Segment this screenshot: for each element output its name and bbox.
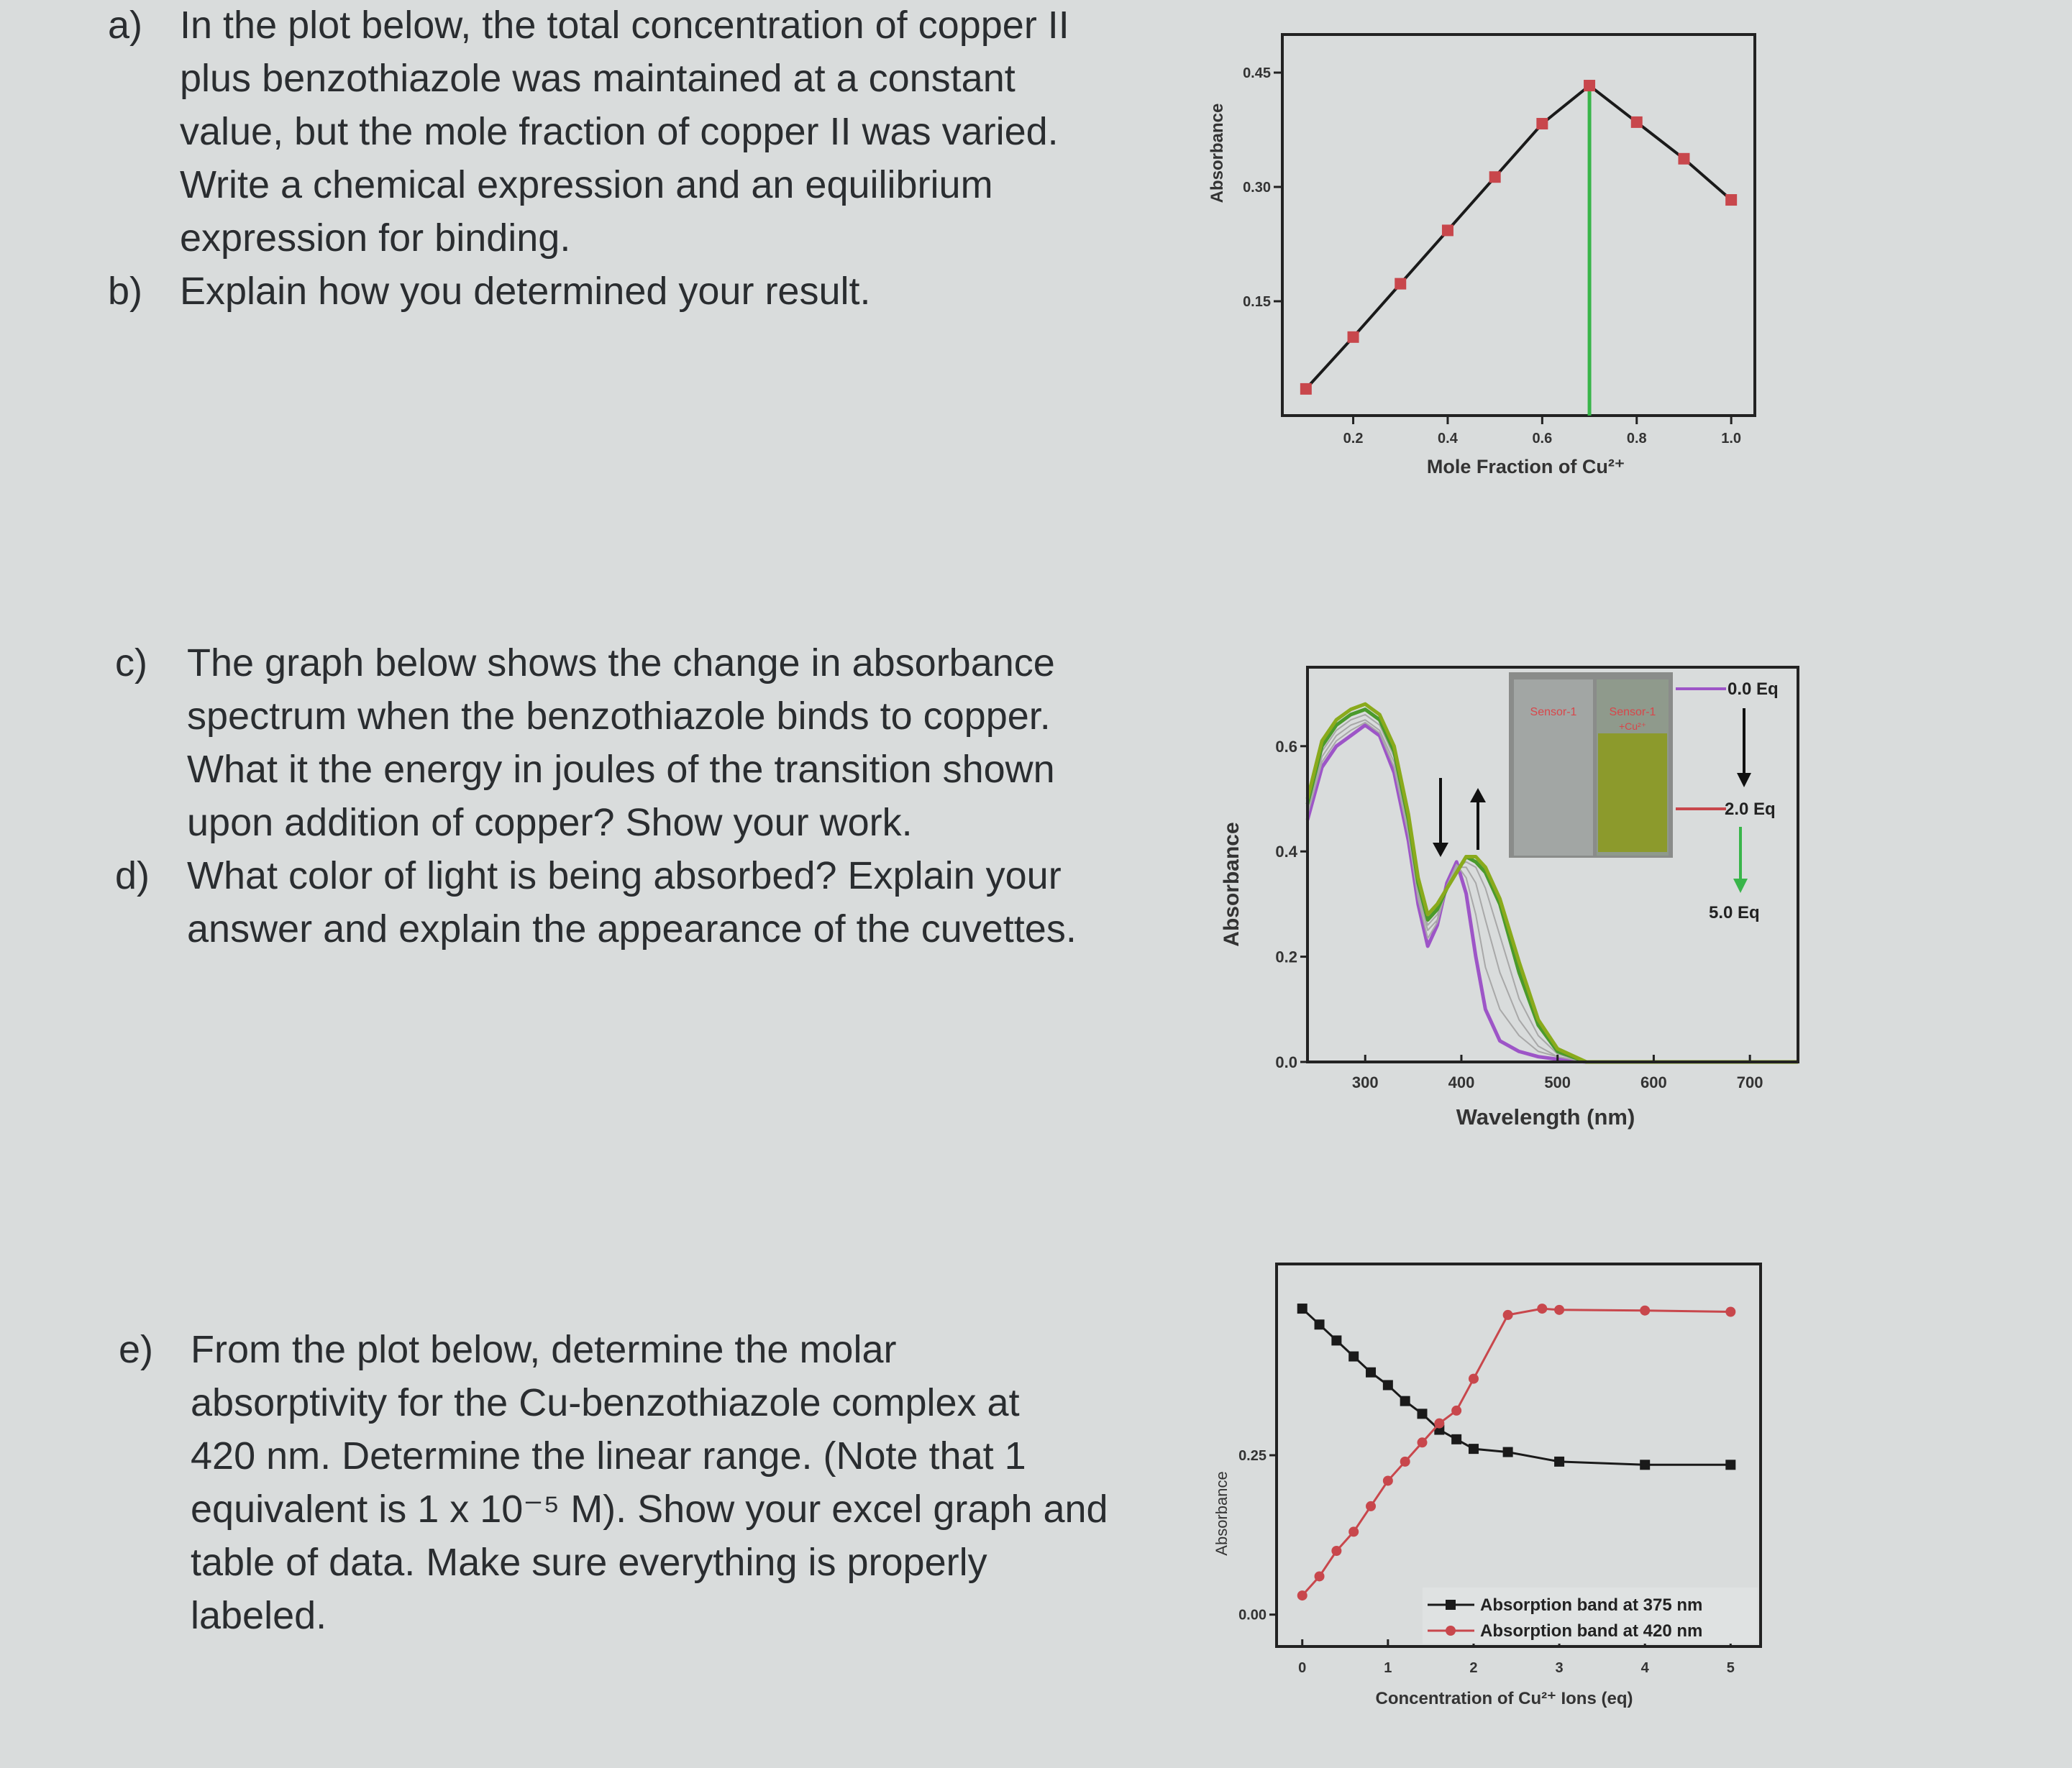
- titration-data-point-420: [1400, 1457, 1410, 1467]
- cuvette-label: Sensor-1: [1530, 706, 1577, 718]
- titration-x-tick-label: 1: [1384, 1660, 1392, 1676]
- question-c-line: spectrum when the benzothiazole binds to copper.: [187, 695, 1051, 738]
- titration-y-tick-label: 0.00: [1238, 1607, 1267, 1623]
- titration-data-point-420: [1331, 1546, 1341, 1556]
- cuvette-label: +Cu²⁺: [1618, 720, 1647, 732]
- job-plot-data-point: [1631, 116, 1643, 128]
- titration-y-tick-label: 0.25: [1238, 1448, 1267, 1464]
- titration-data-point-420: [1469, 1374, 1479, 1384]
- legend-label-5eq: 5.0 Eq: [1709, 903, 1760, 922]
- titration-x-tick-label: 2: [1469, 1660, 1478, 1676]
- titration-data-point-375: [1554, 1457, 1564, 1467]
- titration-data-point-420: [1315, 1571, 1325, 1581]
- titration-data-point-375: [1400, 1396, 1410, 1406]
- titration-data-point-375: [1315, 1319, 1325, 1329]
- titration-x-tick-label: 4: [1640, 1660, 1649, 1676]
- spectra-y-axis-label: Absorbance: [1220, 822, 1243, 947]
- spectra-y-tick-label: 0.0: [1275, 1053, 1297, 1071]
- job-plot-data-point: [1442, 224, 1453, 236]
- titration-data-point-420: [1725, 1307, 1735, 1317]
- legend-label-420: Absorption band at 420 nm: [1480, 1621, 1703, 1641]
- job-plot-y-tick-label: 0.45: [1243, 65, 1271, 81]
- titration-data-point-420: [1366, 1501, 1376, 1511]
- question-a-line: expression for binding.: [180, 216, 571, 260]
- titration-data-point-375: [1297, 1304, 1307, 1314]
- question-c-letter: c): [115, 641, 147, 684]
- question-d-line: answer and explain the appearance of the cuvettes.: [187, 907, 1077, 951]
- titration-data-point-375: [1417, 1409, 1427, 1419]
- titration-data-point-420: [1297, 1590, 1307, 1600]
- titration-y-axis-label: Absorbance: [1213, 1471, 1231, 1556]
- legend-arrow-head: [1737, 773, 1751, 787]
- legend-label-0eq: 0.0 Eq: [1728, 679, 1779, 699]
- cuvette-sensor-cu-liquid: [1598, 733, 1667, 852]
- spectra-y-tick-label: 0.6: [1275, 737, 1297, 756]
- job-plot-y-axis-label: Absorbance: [1208, 103, 1227, 203]
- job-plot-x-tick-label: 0.8: [1626, 431, 1647, 446]
- job-plot-x-tick-label: 0.6: [1532, 431, 1553, 446]
- legend-marker-420: [1446, 1626, 1456, 1636]
- job-plot-x-axis-label: Mole Fraction of Cu²⁺: [1426, 456, 1625, 477]
- job-plot-data-point: [1584, 80, 1595, 91]
- job-plot-x-tick-label: 0.2: [1343, 431, 1364, 446]
- titration-data-point-420: [1434, 1419, 1444, 1429]
- question-b-line: Explain how you determined your result.: [180, 270, 871, 313]
- question-c-line: upon addition of copper? Show your work.: [187, 801, 913, 844]
- titration-data-point-420: [1503, 1310, 1513, 1320]
- legend-label-375: Absorption band at 375 nm: [1480, 1595, 1703, 1615]
- job-plot-data-point: [1725, 194, 1737, 206]
- titration-series-line: [1302, 1309, 1731, 1465]
- titration-x-tick-label: 0: [1298, 1660, 1307, 1676]
- titration-data-point-375: [1469, 1444, 1479, 1454]
- titration-data-point-420: [1554, 1305, 1564, 1315]
- question-b-letter: b): [108, 270, 143, 313]
- titration-x-tick-label: 3: [1555, 1660, 1564, 1676]
- question-e-letter: e): [119, 1328, 154, 1371]
- up-arrow-head: [1470, 788, 1486, 802]
- job-plot-data-point: [1678, 153, 1689, 165]
- question-a-letter: a): [108, 4, 143, 47]
- spectra-x-tick-label: 700: [1736, 1073, 1763, 1091]
- question-e-line: From the plot below, determine the molar: [191, 1328, 897, 1371]
- titration-data-point-375: [1331, 1335, 1341, 1345]
- titration-data-point-420: [1348, 1526, 1359, 1536]
- titration-data-point-375: [1503, 1447, 1513, 1457]
- job-plot-data-point: [1395, 278, 1406, 290]
- legend-label-2eq: 2.0 Eq: [1725, 800, 1776, 819]
- job-plot-data-point: [1300, 383, 1312, 395]
- titration-data-point-420: [1451, 1406, 1461, 1416]
- spectra-x-tick-label: 300: [1351, 1073, 1379, 1091]
- question-c-line: What it the energy in joules of the transition shown: [187, 748, 1055, 791]
- titration-data-point-375: [1725, 1460, 1735, 1470]
- job-plot-data-point: [1536, 118, 1548, 129]
- question-d-line: What color of light is being absorbed? Explain your: [187, 854, 1062, 897]
- titration-data-point-375: [1366, 1368, 1376, 1378]
- job-plot-frame: [1282, 35, 1755, 416]
- titration-x-tick-label: 5: [1726, 1660, 1735, 1676]
- question-a-line: In the plot below, the total concentration of copper II: [180, 4, 1069, 47]
- titration-data-point-420: [1537, 1304, 1547, 1314]
- titration-data-point-420: [1417, 1437, 1427, 1447]
- spectra-y-tick-label: 0.4: [1275, 843, 1297, 861]
- question-e-line: absorptivity for the Cu-benzothiazole complex at: [191, 1381, 1020, 1424]
- titration-x-axis-label: Concentration of Cu²⁺ Ions (eq): [1375, 1689, 1633, 1708]
- job-plot-series-line: [1306, 86, 1731, 389]
- titration-data-point-375: [1383, 1380, 1393, 1390]
- titration-data-point-375: [1640, 1460, 1650, 1470]
- spectra-x-tick-label: 600: [1640, 1073, 1667, 1091]
- titration-data-point-375: [1348, 1352, 1359, 1362]
- job-plot-data-point: [1489, 171, 1501, 183]
- down-arrow-head: [1433, 843, 1448, 857]
- question-a-line: Write a chemical expression and an equilibrium: [180, 163, 993, 206]
- job-plot-y-tick-label: 0.15: [1243, 294, 1271, 310]
- question-a-line: value, but the mole fraction of copper II was varied.: [180, 110, 1059, 153]
- legend-green-arrow-head: [1733, 879, 1748, 893]
- question-c-line: The graph below shows the change in absorbance: [187, 641, 1055, 684]
- titration-data-point-420: [1640, 1306, 1650, 1316]
- cuvette-label: Sensor-1: [1609, 706, 1656, 718]
- titration-series-line: [1302, 1309, 1731, 1595]
- question-a-line: plus benzothiazole was maintained at a constant: [180, 57, 1016, 100]
- question-e-line: labeled.: [191, 1594, 327, 1637]
- job-plot-data-point: [1348, 331, 1359, 343]
- question-e-line: table of data. Make sure everything is properly: [191, 1541, 987, 1584]
- spectra-y-tick-label: 0.2: [1275, 948, 1297, 966]
- question-e-line: 420 nm. Determine the linear range. (Note that 1: [191, 1434, 1026, 1478]
- question-d-letter: d): [115, 854, 150, 897]
- question-e-line: equivalent is 1 x 10⁻⁵ M). Show your excel graph and: [191, 1488, 1108, 1531]
- titration-data-point-375: [1451, 1434, 1461, 1444]
- job-plot-x-tick-label: 0.4: [1438, 431, 1458, 446]
- spectra-x-tick-label: 500: [1544, 1073, 1571, 1091]
- legend-marker-375: [1446, 1600, 1456, 1610]
- titration-data-point-420: [1383, 1475, 1393, 1485]
- spectra-x-axis-label: Wavelength (nm): [1456, 1104, 1635, 1130]
- job-plot-x-tick-label: 1.0: [1721, 431, 1742, 446]
- spectra-x-tick-label: 400: [1448, 1073, 1475, 1091]
- job-plot-y-tick-label: 0.30: [1243, 180, 1271, 196]
